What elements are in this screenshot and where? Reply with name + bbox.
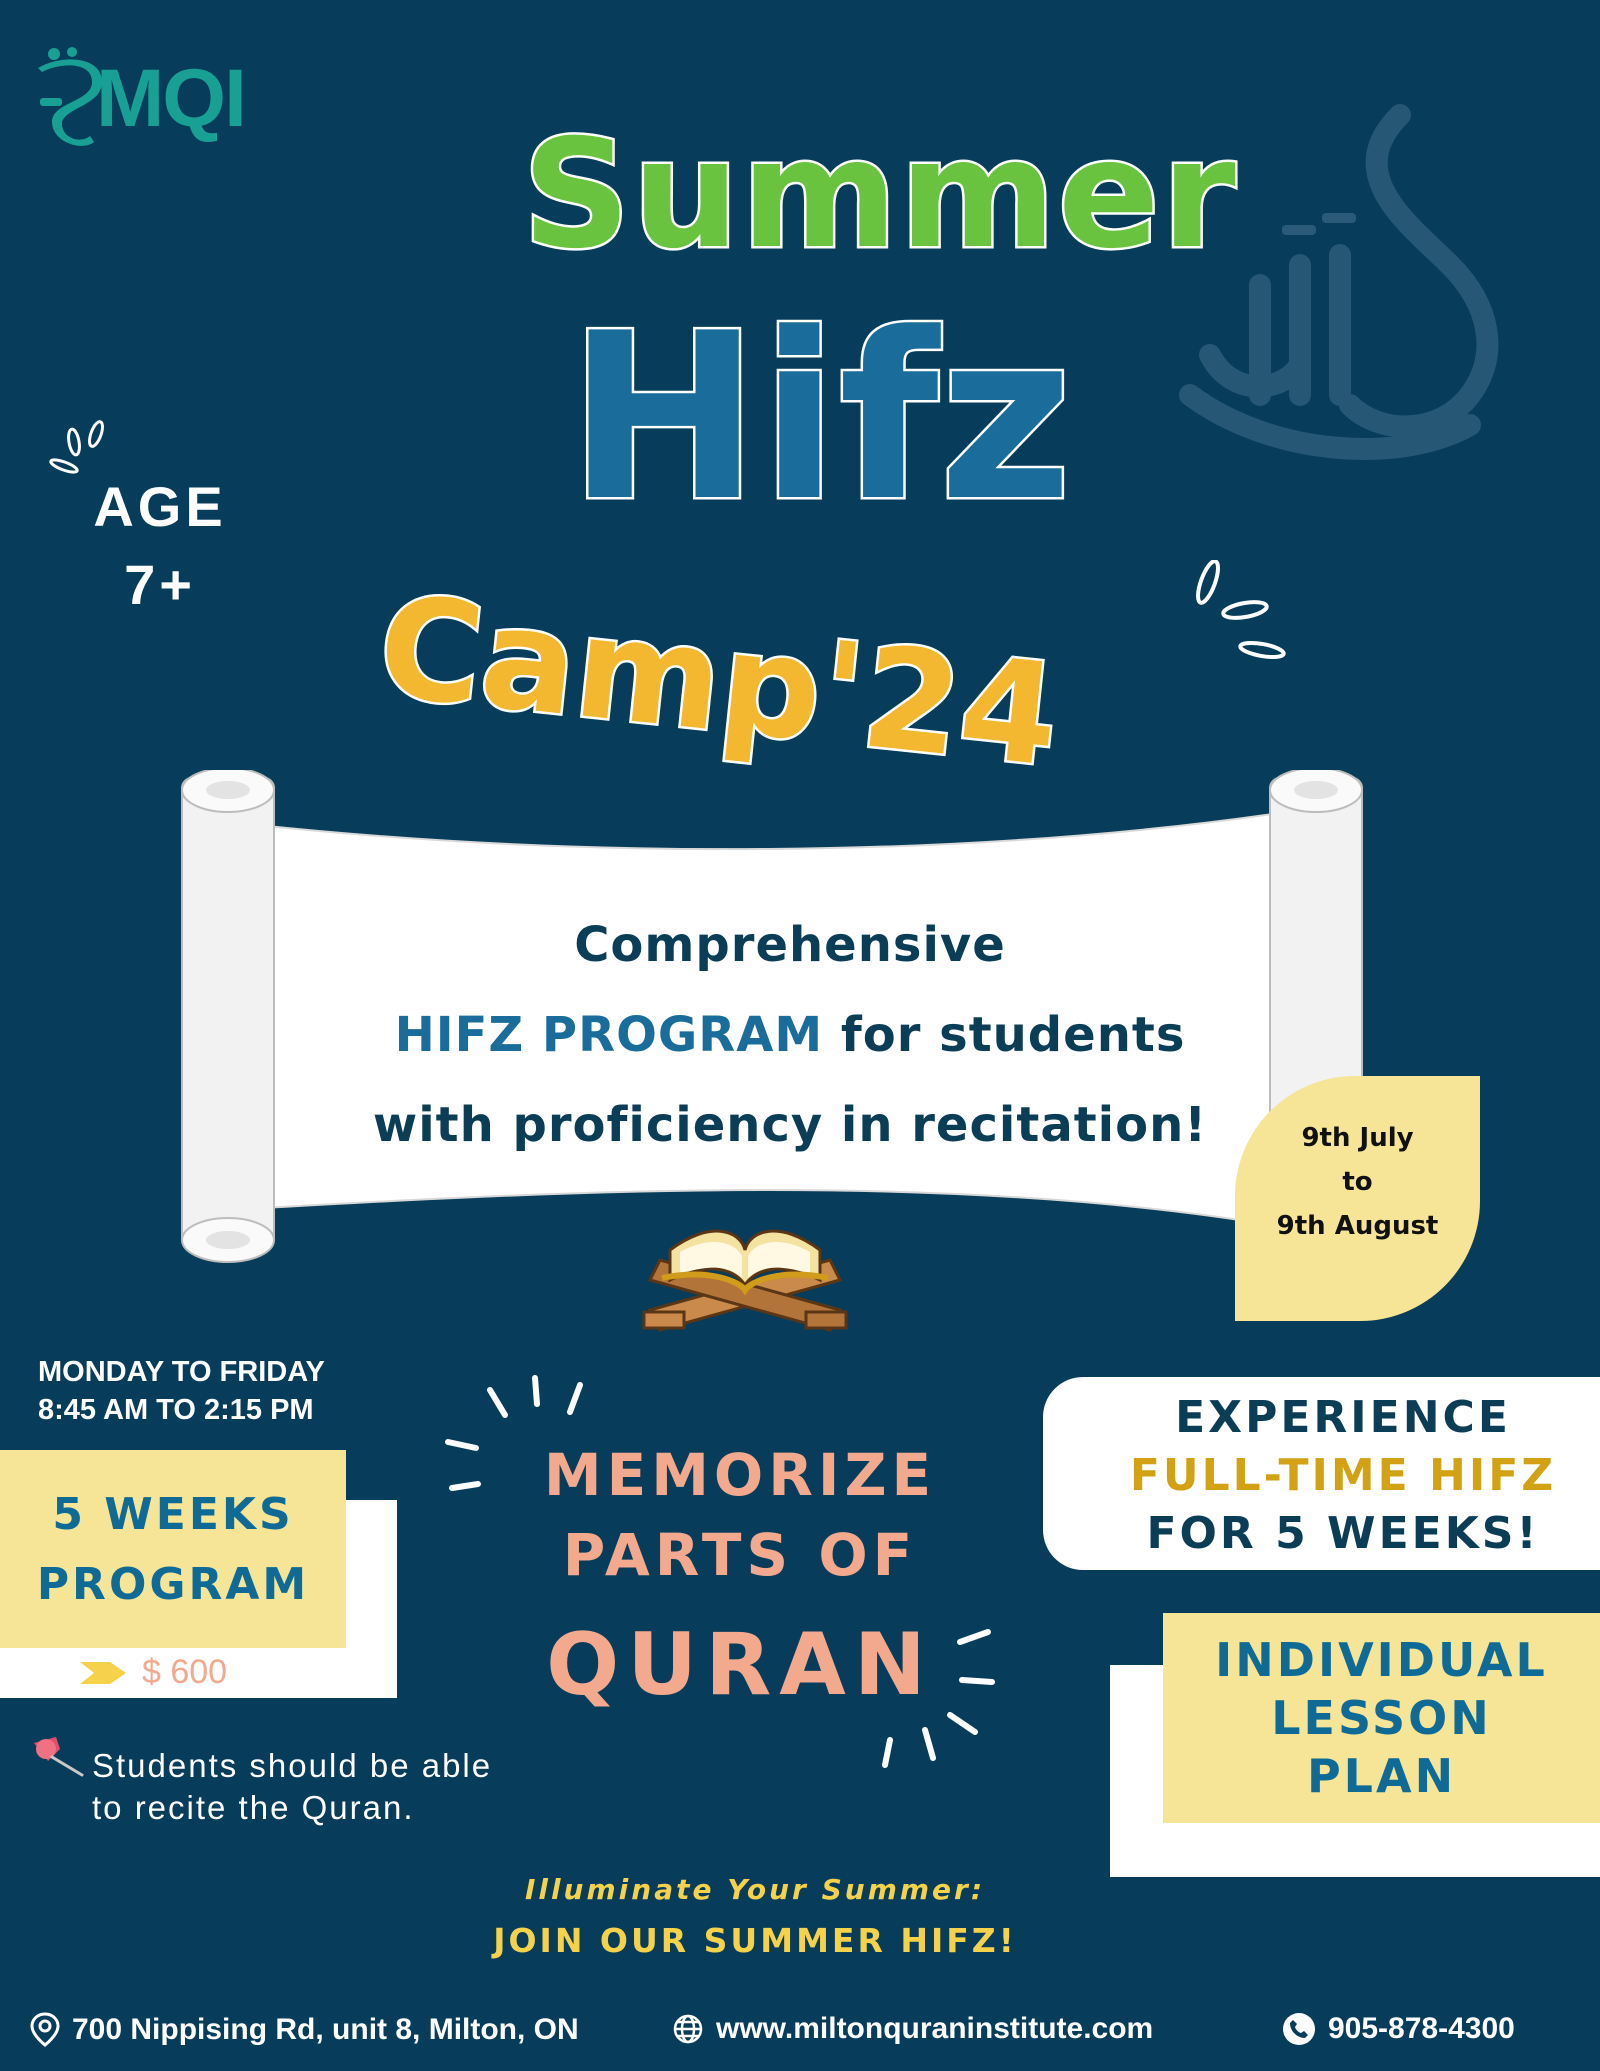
date-end: 9th August: [1276, 1211, 1439, 1241]
memorize-line-2: PARTS OF: [562, 1521, 918, 1589]
footer-address: [30, 2012, 579, 2048]
lesson-line-2: LESSON: [1271, 1691, 1492, 1745]
footer-phone[interactable]: [1282, 2012, 1515, 2046]
schedule-days: MONDAY TO FRIDAY: [38, 1356, 325, 1388]
footer-website[interactable]: [672, 2012, 1153, 2046]
tagline: [0, 1868, 1600, 1970]
description-line-3: with proficiency in recitation!: [372, 1097, 1208, 1153]
requirement-line-1: Students should be able: [92, 1747, 493, 1784]
memorize-heading: [440, 1435, 1040, 1735]
age-value: 7+: [124, 553, 196, 616]
phone-icon: [1282, 2012, 1316, 2046]
program-line-2: PROGRAM: [36, 1559, 310, 1610]
program-description: [260, 900, 1320, 1170]
location-pin-icon: [30, 2012, 60, 2048]
schedule: [38, 1353, 325, 1429]
lesson-line-3: PLAN: [1306, 1749, 1457, 1803]
quran-stand-icon: [630, 1190, 860, 1360]
schedule-hours: 8:45 AM TO 2:15 PM: [38, 1394, 314, 1426]
program-line-1: 5 WEEKS: [52, 1489, 294, 1540]
experience-box: [1043, 1377, 1600, 1570]
globe-icon: [672, 2013, 704, 2045]
date-to: to: [1342, 1167, 1373, 1197]
program-price: $ 600: [142, 1653, 228, 1691]
requirement-line-2: to recite the Quran.: [92, 1789, 415, 1826]
memorize-line-1: MEMORIZE: [543, 1441, 937, 1509]
lesson-line-1: INDIVIDUAL: [1215, 1633, 1548, 1687]
title-summer: Summer: [522, 108, 1238, 282]
date-badge: [1235, 1076, 1480, 1321]
sparkle-icon: [1190, 560, 1300, 670]
program-duration-box: [0, 1450, 346, 1648]
experience-line-2: FULL-TIME HIFZ: [1129, 1450, 1557, 1501]
phone-number[interactable]: 905-878-4300: [1328, 2012, 1515, 2045]
logo-text: MQI: [96, 53, 245, 144]
title-hifz: Hifz: [567, 285, 1073, 552]
address-text: 700 Nippising Rd, unit 8, Milton, ON: [72, 2013, 579, 2046]
description-line-2: [260, 990, 1320, 1080]
description-line-2-rest: for students: [840, 1007, 1186, 1063]
tagline-line-2: JOIN OUR SUMMER HIFZ!: [493, 1921, 1017, 1960]
age-label: AGE: [93, 475, 227, 538]
website-link[interactable]: www.miltonquraninstitute.com: [716, 2012, 1154, 2045]
description-highlight: HIFZ PROGRAM: [394, 1007, 824, 1063]
title-camp: Camp'24: [371, 565, 1066, 799]
pushpin-icon: [26, 1735, 86, 1779]
description-line-1: Comprehensive: [574, 917, 1006, 973]
tagline-line-1: Illuminate Your Summer:: [524, 1873, 986, 1906]
arrow-right-icon: [80, 1662, 126, 1684]
experience-line-1: EXPERIENCE: [1175, 1392, 1511, 1443]
memorize-line-3: QURAN: [546, 1615, 934, 1715]
lesson-plan-box: [1163, 1613, 1600, 1823]
experience-line-3: FOR 5 WEEKS!: [1146, 1508, 1540, 1559]
age-badge: [70, 468, 250, 624]
date-start: 9th July: [1301, 1123, 1414, 1153]
